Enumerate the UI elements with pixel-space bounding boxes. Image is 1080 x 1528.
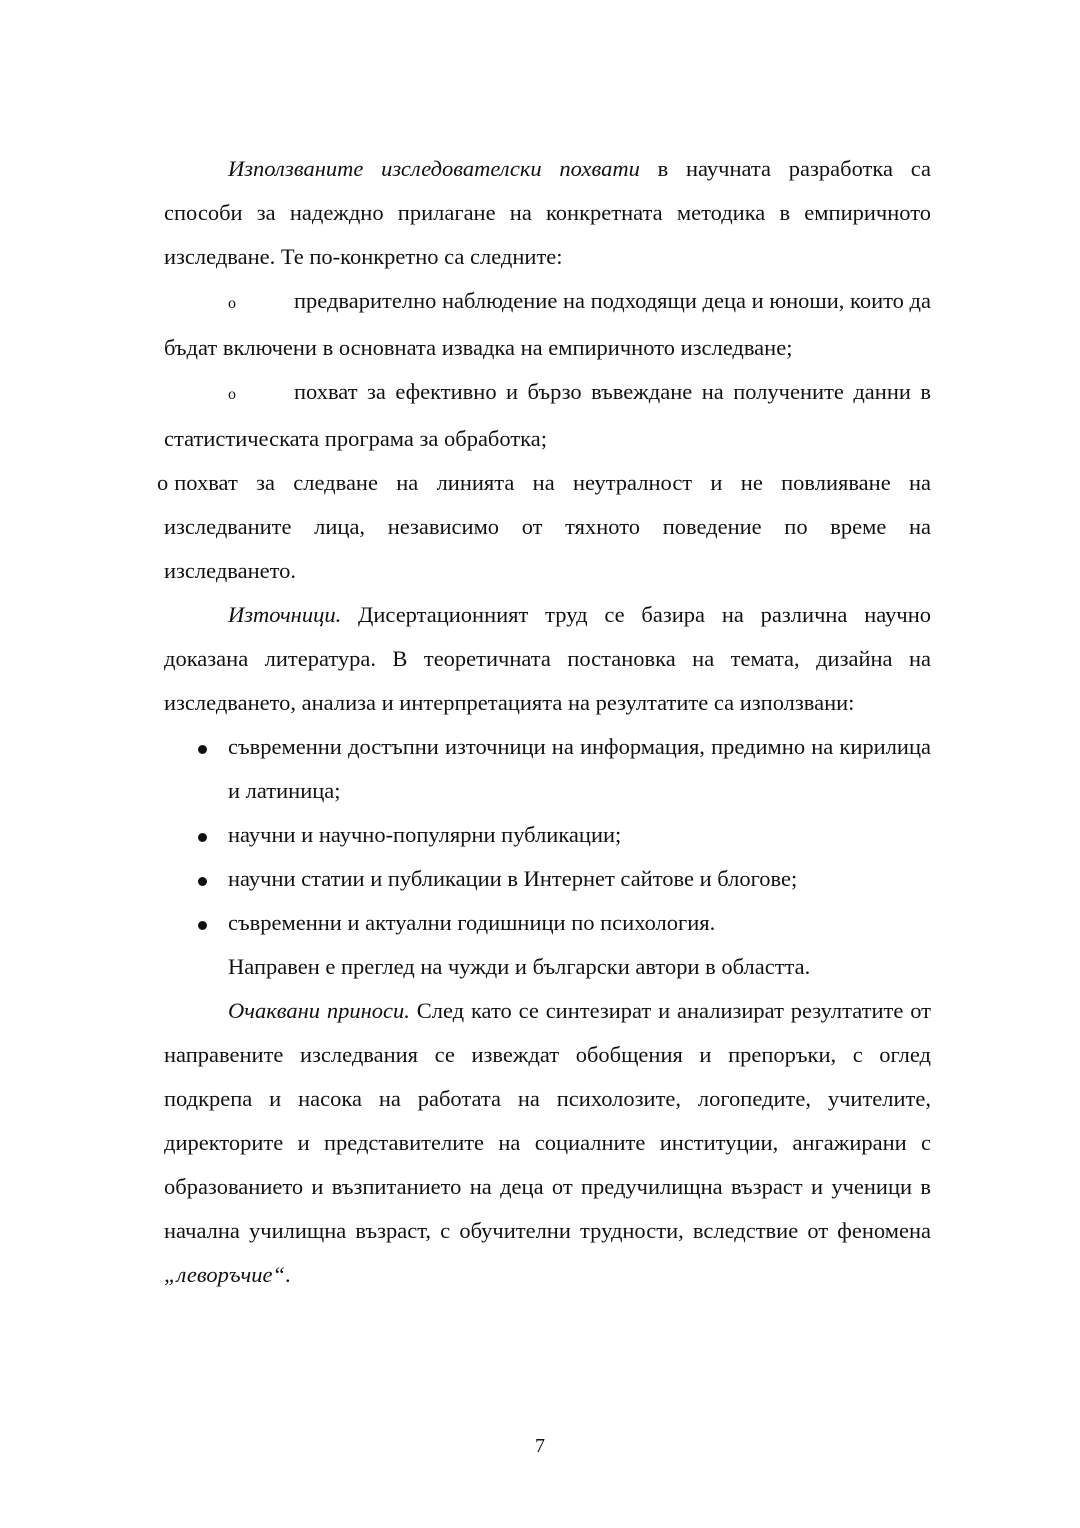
contributions-text: След като се синтезират и анализират резултатите от направените изследвания се извеждат обобщения и препоръки, с оглед подкрепа и насока на работата на психолозите, логопедите, учителите, директорите и представителите на социалните институции, ангажирани с образованието и възпитанието на деца от предучилищна възраст и ученици в начална училищна възраст, с обучителни трудности, вследствие от феномена: [164, 998, 931, 1243]
list-item-text: похват за следване на линията на неутралност и не повлияване на изследваните лица, независимо от тяхното поведение по време на изследването.: [164, 470, 931, 583]
list-item-text: научни статии и публикации в Интернет сайтове и блогове;: [228, 866, 798, 891]
bullet-icon: [198, 745, 207, 754]
list-item: [164, 901, 931, 945]
list-item: [157, 461, 931, 593]
list-item-text: похват за ефективно и бързо въвеждане на получените данни в статистическата програма за обработка;: [164, 379, 931, 451]
list-item-text: предварително наблюдение на подходящи деца и юноши, които да бъдат включени в основната извадка на емпиричното изследване;: [164, 288, 931, 360]
list-item: [164, 725, 931, 813]
methods-lead: Използваните изследователски похвати: [228, 156, 640, 181]
sources-list: [164, 725, 931, 945]
contributions-paragraph: [164, 989, 931, 1297]
circle-bullet-icon: o: [228, 295, 236, 312]
contributions-term: „леворъчие“: [164, 1262, 286, 1287]
sources-lead: Източници.: [228, 602, 342, 627]
contributions-end: .: [285, 1262, 291, 1287]
methods-paragraph: [164, 147, 931, 279]
contributions-lead: Очаквани приноси.: [228, 998, 410, 1023]
list-item: [164, 857, 931, 901]
page-number: 7: [535, 1435, 545, 1457]
bullet-icon: [198, 833, 207, 842]
sources-text: Дисертационният труд се базира на различна научно доказана литература. В теоретичната постановка на темата, дизайна на изследването, анализа и интерпретацията на резултатите са използвани:: [164, 602, 931, 715]
methods-text: в научната разработка са способи за надеждно прилагане на конкретната методика в емпиричното изследване. Те по-конкретно са следните:: [164, 156, 931, 269]
circle-bullet-icon: o: [157, 470, 169, 495]
sources-paragraph: [164, 593, 931, 725]
list-item: [164, 813, 931, 857]
bullet-icon: [198, 921, 207, 930]
page-body: [157, 147, 931, 1297]
list-item: [164, 279, 931, 370]
bullet-icon: [198, 877, 207, 886]
list-item: [164, 370, 931, 461]
list-item-text: съвременни достъпни източници на информация, предимно на кирилица и латиница;: [228, 734, 931, 803]
review-paragraph: Направен е преглед на чужди и български автори в областта.: [228, 954, 811, 979]
circle-bullet-icon: o: [228, 386, 236, 403]
list-item-text: съвременни и актуални годишници по психология.: [228, 910, 716, 935]
list-item-text: научни и научно-популярни публикации;: [228, 822, 622, 847]
